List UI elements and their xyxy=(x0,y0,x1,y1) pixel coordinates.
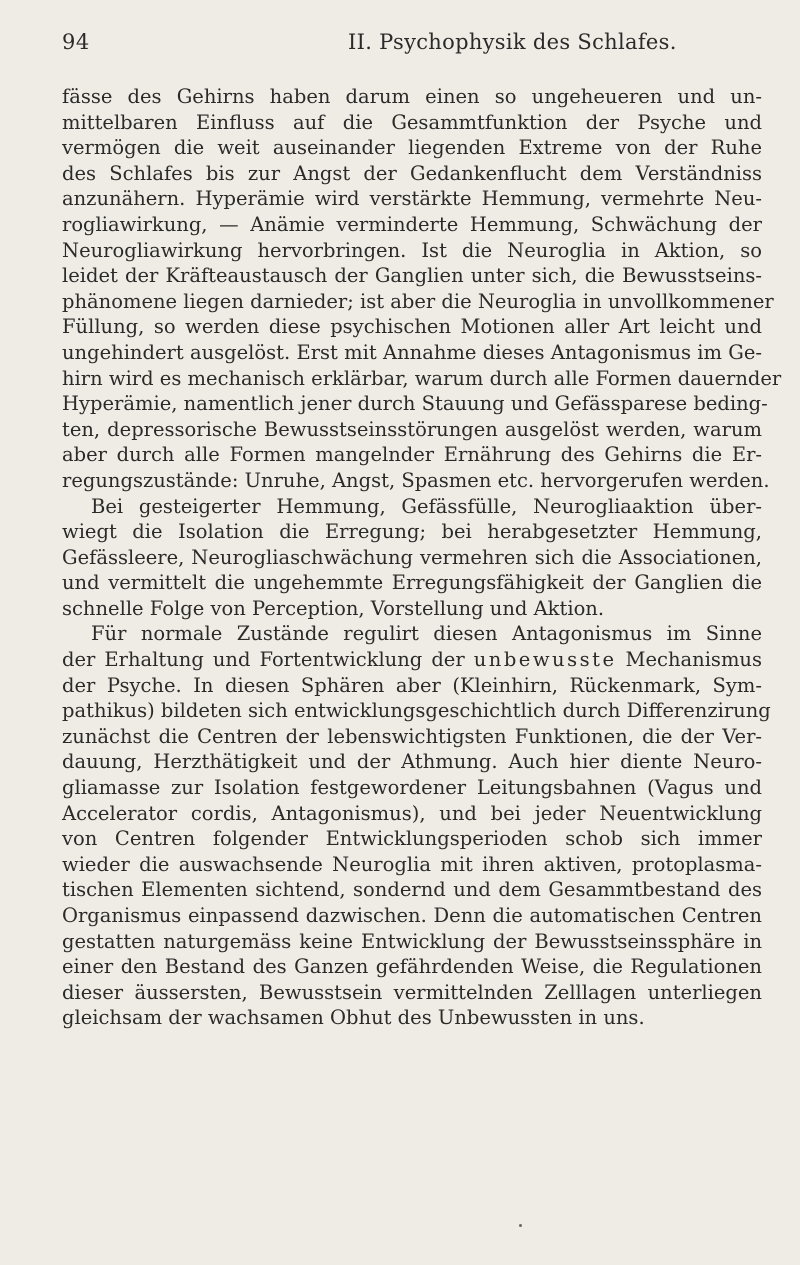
text-line: dieser äussersten, Bewusstsein vermittelnden Zelllagen unterliegen xyxy=(62,980,762,1004)
text-line: Bei gesteigerter Hemmung, Gefässfülle, Neurogliaaktion über- xyxy=(91,494,762,518)
text-line: Accelerator cordis, Antagonismus), und bei jeder Neuentwicklung xyxy=(62,801,762,825)
text-line: hirn wird es mechanisch erklärbar, warum durch alle Formen dauernder xyxy=(62,366,782,390)
text-line: wieder die auswachsende Neuroglia mit ihren aktiven, protoplasma- xyxy=(62,852,762,876)
text-line: schnelle Folge von Perception, Vorstellung und Aktion. xyxy=(62,596,605,620)
text-line: vermögen die weit auseinander liegenden Extreme von der Ruhe xyxy=(62,136,762,160)
paper-speck xyxy=(519,1224,522,1227)
text-line: Organismus einpassend dazwischen. Denn die automatischen Centren xyxy=(62,904,762,927)
text-line: der Psyche. In diesen Sphären aber (Kleinhirn, Rückenmark, Sym- xyxy=(62,673,762,697)
text-line: fässe des Gehirns haben darum einen so ungeheueren und un- xyxy=(62,85,762,108)
text-line: pathikus) bildeten sich entwicklungsgeschichtlich durch Differenzirung xyxy=(62,699,771,723)
text-line: Neurogliawirkung hervorbringen. Ist die Neuroglia in Aktion, so xyxy=(62,238,762,262)
text-line: Für normale Zustände regulirt diesen Antagonismus im Sinne xyxy=(91,622,762,646)
text-line: Hyperämie, namentlich jener durch Stauung und Gefässparese beding- xyxy=(62,392,768,416)
text-line xyxy=(62,647,762,673)
text-line: aber durch alle Formen mangelnder Ernährung des Gehirns die Er- xyxy=(62,443,762,467)
body-text xyxy=(62,84,782,1031)
text-line: des Schlafes bis zur Angst der Gedankenflucht dem Verständniss xyxy=(62,161,762,185)
text-line: rogliawirkung, — Anämie verminderte Hemmung, Schwächung der xyxy=(62,212,762,236)
running-title: II. Psychophysik des Schlafes. xyxy=(348,30,677,54)
text-line: mittelbaren Einfluss auf die Gesammtfunktion der Psyche und xyxy=(62,110,762,134)
text-line: anzunähern. Hyperämie wird verstärkte Hemmung, vermehrte Neu- xyxy=(62,187,762,211)
text-line: zunächst die Centren der lebenswichtigsten Funktionen, die der Ver- xyxy=(62,724,762,748)
text-line: leidet der Kräfteaustausch der Ganglien unter sich, die Bewusstseins- xyxy=(62,264,762,288)
text-line: tischen Elementen sichtend, sondernd und dem Gesammtbestand des xyxy=(62,878,762,902)
text-line: phänomene liegen darnieder; ist aber die Neuroglia in unvollkommener xyxy=(62,289,774,313)
text-line: gleichsam der wachsamen Obhut des Unbewussten in uns. xyxy=(62,1006,645,1030)
text-line: ungehindert ausgelöst. Erst mit Annahme dieses Antagonismus im Ge- xyxy=(62,340,762,364)
text-line: gestatten naturgemäss keine Entwicklung der Bewusstseinssphäre in xyxy=(62,929,762,953)
emphasized-word: unbewusste xyxy=(473,648,617,672)
text-line: und vermittelt die ungehemmte Erregungsfähigkeit der Ganglien die xyxy=(62,571,762,595)
text-line: dauung, Herzthätigkeit und der Athmung. Auch hier diente Neuro- xyxy=(62,750,762,774)
text-line: ten, depressorische Bewusstseinsstörungen ausgelöst werden, warum xyxy=(62,417,762,441)
line-text-before: der Erhaltung und Fortentwicklung der xyxy=(62,648,474,672)
text-line: einer den Bestand des Ganzen gefährdenden Weise, die Regulationen xyxy=(62,955,762,979)
text-line: Gefässleere, Neurogliaschwächung vermehren sich die Associationen, xyxy=(62,545,762,569)
page-number: 94 xyxy=(62,30,90,54)
text-line: regungszustände: Unruhe, Angst, Spasmen etc. hervorgerufen werden. xyxy=(62,468,770,492)
text-line: Füllung, so werden diese psychischen Motionen aller Art leicht und xyxy=(62,315,762,339)
text-line: gliamasse zur Isolation festgewordener Leitungsbahnen (Vagus und xyxy=(62,776,762,800)
line-text-after: Mechanismus xyxy=(616,648,762,672)
text-line: wiegt die Isolation die Erregung; bei herabgesetzter Hemmung, xyxy=(62,520,762,544)
page-header xyxy=(62,30,762,58)
text-line: von Centren folgender Entwicklungsperioden schob sich immer xyxy=(62,827,762,851)
